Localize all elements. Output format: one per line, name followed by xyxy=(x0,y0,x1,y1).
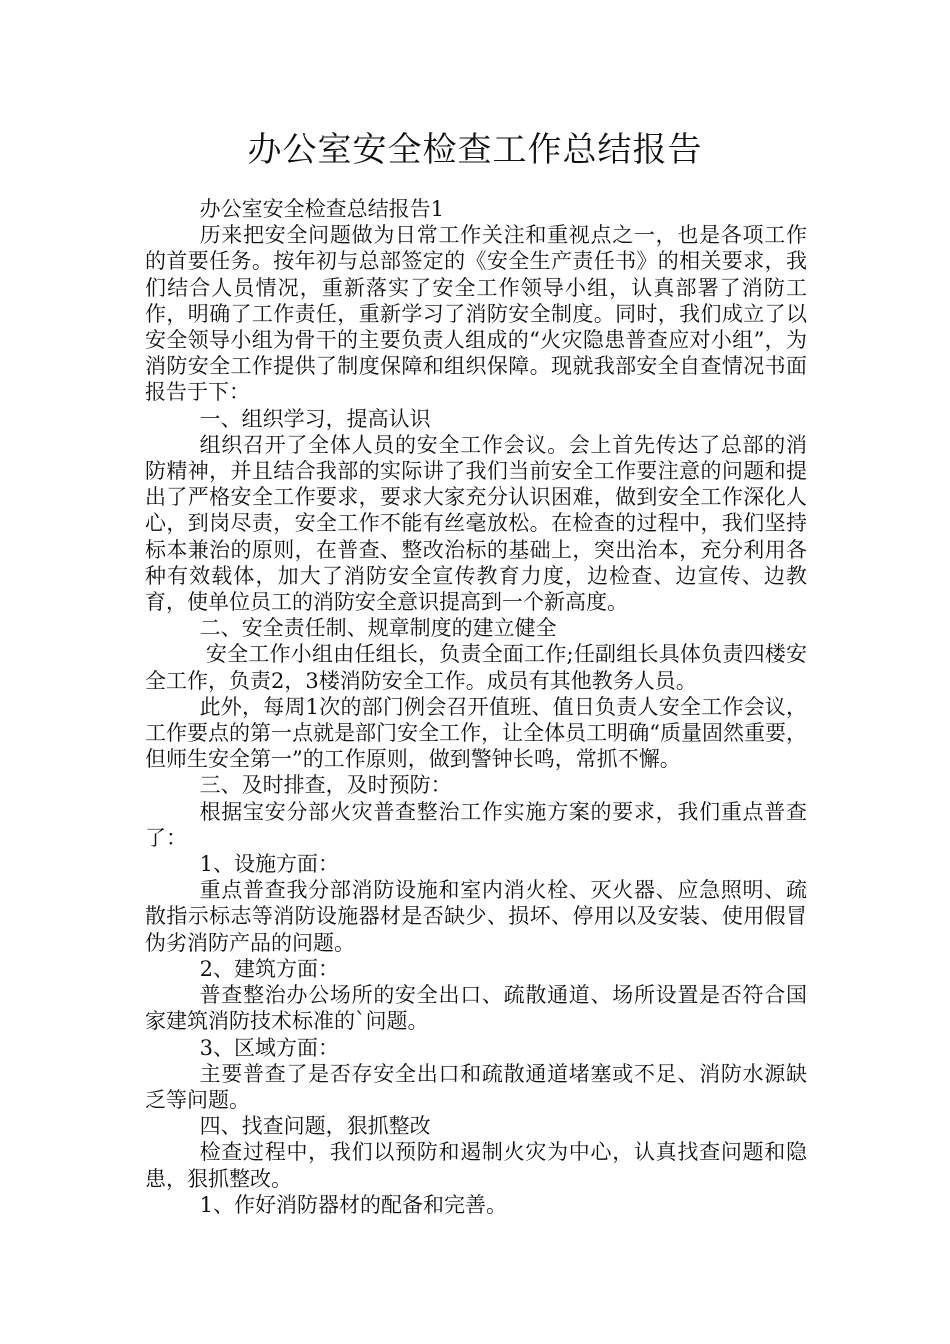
document-body xyxy=(145,196,807,1218)
paragraph-buildings: 普查整治办公场所的安全出口、疏散通道、场所设置是否符合国家建筑消防技术标准的`问题。 xyxy=(145,983,807,1034)
paragraph-report-heading: 办公室安全检查总结报告1 xyxy=(199,197,444,221)
paragraph-item-1: 1、作好消防器材的配备和完善。 xyxy=(199,1192,507,1217)
paragraph-intro: 历来把安全问题做为日常工作关注和重视点之一，也是各项工作的首要任务。按年初与总部签定的《安全生产责任书》的相关要求，我们结合人员情况，重新落实了安全工作领导小组，认真部署了消防工作，明确了工作责任，重新学习了消防安全制度。同时，我们成立了以安全领导小组为骨干的主要负责人组成的“火灾隐患普查应对小组”，为消防安全工作提供了制度保障和组织保障。现就我部安全自查情况书面报告于下： xyxy=(145,223,807,405)
paragraph-areas: 主要普查了是否存安全出口和疏散通道堵塞或不足、消防水源缺乏等问题。 xyxy=(145,1061,807,1112)
subheading-facilities: 1、设施方面： xyxy=(199,852,339,877)
section-heading-3: 三、及时排查，及时预防： xyxy=(199,773,452,798)
paragraph-section-2b: 此外，每周1次的部门例会召开值班、值日负责人安全工作会议，工作要点的第一点就是部门安全工作，让全体员工明确“质量固然重要，但师生安全第一”的工作原则，做到警钟长鸣，常抓不懈。 xyxy=(145,694,807,772)
subheading-buildings: 2、建筑方面： xyxy=(199,956,339,981)
paragraph-section-2a: 安全工作小组由任组长，负责全面工作;任副组长具体负责四楼安全工作，负责2，3楼消防安全工作。成员有其他教务人员。 xyxy=(145,642,807,693)
section-heading-4: 四、找查问题，狠抓整改 xyxy=(199,1114,431,1139)
document-title: 办公室安全检查工作总结报告 xyxy=(247,130,703,170)
paragraph-facilities: 重点普查我分部消防设施和室内消火栓、灭火器、应急照明、疏散指示标志等消防设施器材是否缺少、损坏、停用以及安装、使用假冒伪劣消防产品的问题。 xyxy=(145,878,807,955)
subheading-areas: 3、区域方面： xyxy=(199,1035,339,1060)
paragraph-section-4: 检查过程中，我们以预防和遏制火灾为中心，认真找查问题和隐患，狠抓整改。 xyxy=(145,1140,807,1191)
section-heading-1: 一、组织学习，提高认识 xyxy=(199,406,431,431)
paragraph-section-3: 根据宝安分部火灾普查整治工作实施方案的要求，我们重点普查了： xyxy=(145,799,807,850)
section-heading-2: 二、安全责任制、规章制度的建立健全 xyxy=(199,616,557,641)
paragraph-section-1: 组织召开了全体人员的安全工作会议。会上首先传达了总部的消防精神，并且结合我部的实际讲了我们当前安全工作要注意的问题和提出了严格安全工作要求，要求大家充分认识困难，做到安全工作深化人心，到岗尽责，安全工作不能有丝毫放松。在检查的过程中，我们坚持标本兼治的原则，在普查、整改治标的基础上，突出治本，充分利用各种有效载体，加大了消防安全宣传教育力度，边检查、边宣传、边教育，使单位员工的消防安全意识提高到一个新高度。 xyxy=(145,432,807,615)
